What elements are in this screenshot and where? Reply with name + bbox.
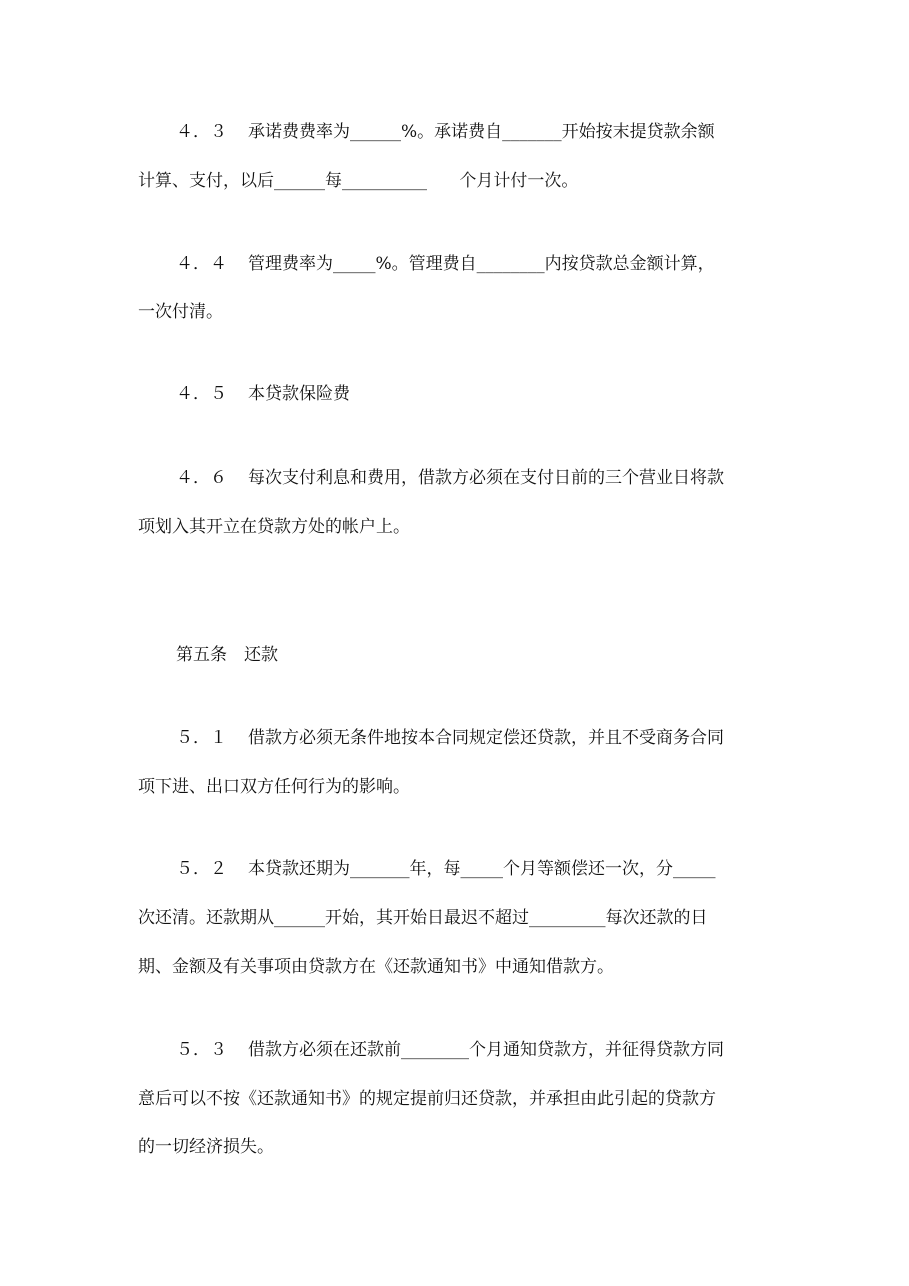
- clause-text: 借款方必须无条件地按本合同规定偿还贷款，并且不受商务合同: [248, 728, 724, 748]
- clause-5-3-line-1: [176, 1038, 836, 1062]
- clause-text: 本贷款保险费: [248, 384, 350, 404]
- clause-number: ４．３: [176, 122, 227, 142]
- clause-5-2-line-1: [176, 857, 836, 881]
- clause-text: 管理费率为_____%。管理费自________内按贷款总金额计算，: [248, 254, 715, 274]
- clause-5-3-line-2: 意后可以不按《还款通知书》的规定提前归还贷款，并承担由此引起的贷款方: [138, 1089, 716, 1109]
- clause-5-1-line-2: 项下进、出口双方任何行为的影响。: [138, 777, 410, 797]
- clause-4-3-line-1: [176, 120, 836, 144]
- clause-5-2-line-3: 期、金额及有关事项由贷款方在《还款通知书》中通知借款方。: [138, 957, 614, 977]
- clause-5-1-line-1: [176, 726, 836, 750]
- clause-4-5-line-1: [176, 382, 836, 406]
- clause-4-6-line-2: 项划入其开立在贷款方处的帐户上。: [138, 517, 410, 537]
- clause-4-4-line-1: [176, 252, 836, 276]
- clause-text: 承诺费费率为______%。承诺费自_______开始按末提贷款余额: [248, 122, 715, 142]
- clause-number: ４．４: [176, 254, 227, 274]
- clause-number: ４．５: [176, 384, 227, 404]
- clause-text: 借款方必须在还款前________个月通知贷款方，并征得贷款方同: [248, 1040, 724, 1060]
- clause-text: 每次支付利息和费用，借款方必须在支付日前的三个营业日将款: [248, 468, 724, 488]
- clause-number: ５．２: [176, 859, 227, 879]
- clause-4-6-line-1: [176, 466, 836, 490]
- clause-number: ５．３: [176, 1040, 227, 1060]
- clause-5-3-line-3: 的一切经济损失。: [138, 1137, 274, 1157]
- clause-number: ４．６: [176, 468, 227, 488]
- clause-4-4-line-2: 一次付清。: [138, 302, 223, 322]
- clause-text: 本贷款还期为_______年，每_____个月等额偿还一次，分_____: [248, 859, 716, 879]
- clause-4-3-line-2: 计算、支付，以后______每__________ 个月计付一次。: [138, 171, 579, 191]
- clause-5-2-line-2: 次还清。还款期从______开始，其开始日最迟不超过_________每次还款的日: [138, 908, 708, 928]
- article-5-heading: 第五条 还款: [176, 645, 278, 665]
- clause-number: ５．１: [176, 728, 227, 748]
